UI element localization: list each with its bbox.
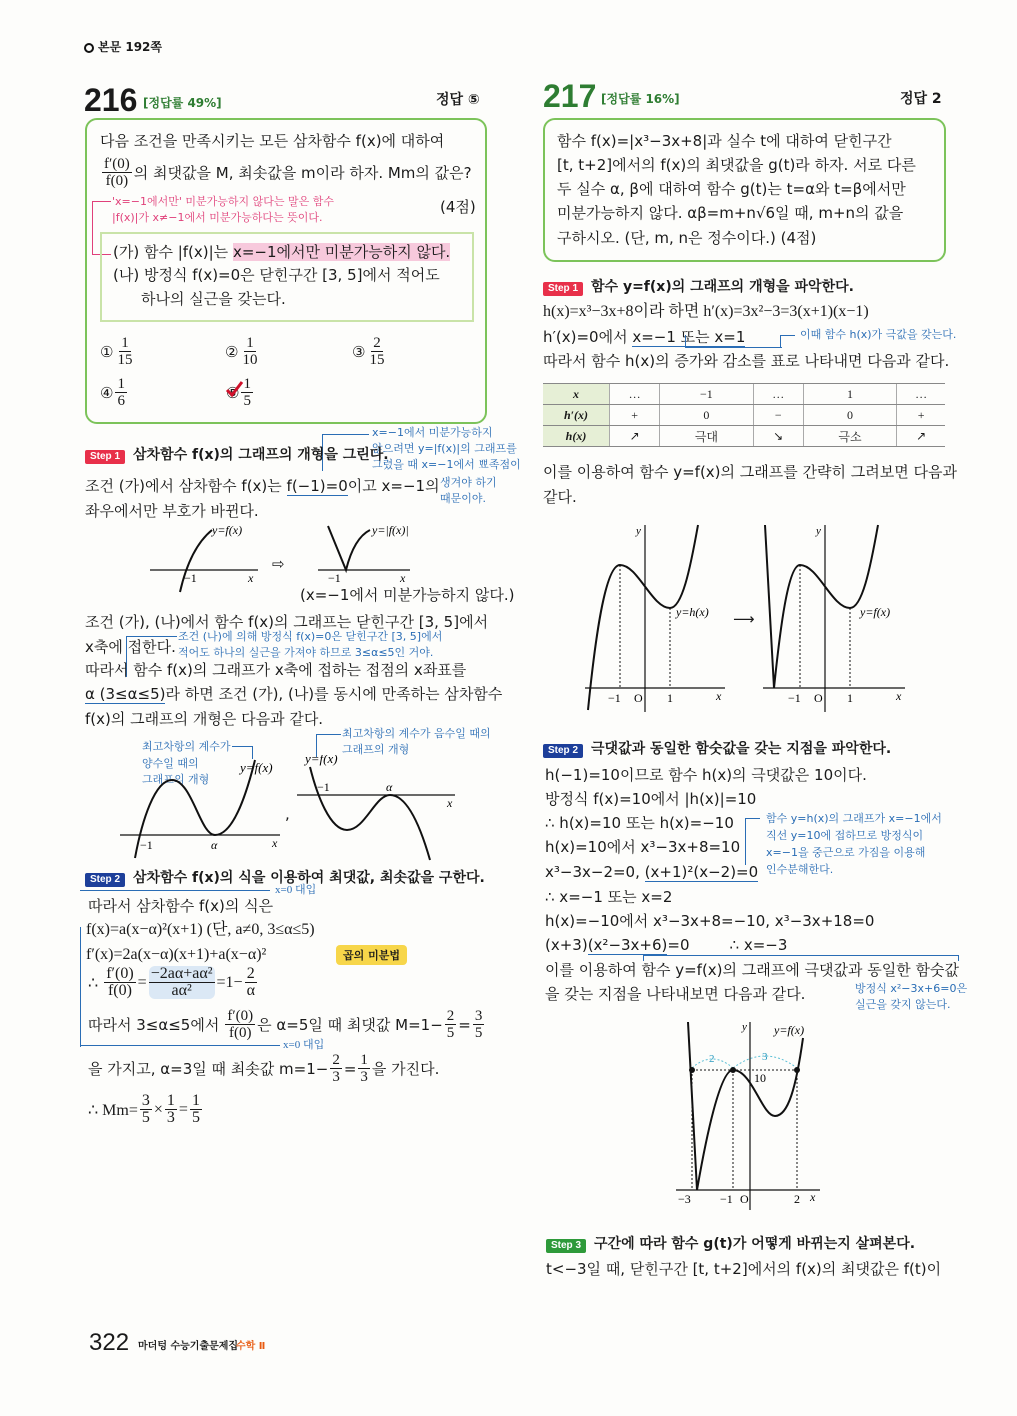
checkmark-icon [224,380,244,398]
formula-line: f(x)=a(x−α)²(x+1) (단, a≠0, 3≤α≤5) [86,921,315,938]
intersection-point [730,1067,736,1073]
formula-line [88,966,259,999]
fraction [149,966,215,999]
tick-label: −1 [608,691,621,705]
solution-line: 따라서 함수 f(x)의 그래프가 x축에 접하는 접점의 x좌표를 [85,661,467,679]
annotation-note: 실근을 갖지 않는다. [855,998,951,1011]
solution-line: f(x)의 그래프의 개형은 다음과 같다. [85,710,324,728]
tick-label: 1 [667,691,673,705]
text: 조건 (가)에서 삼차함수 f(x)는 [85,477,287,495]
curve-label: y=f(x) [305,755,338,766]
denominator: 3 [332,1069,340,1085]
table-cell: − [753,405,803,426]
annotation-note: x=−1을 중근으로 가짐을 이용해 [766,846,926,859]
fraction [165,1093,177,1126]
curve-label: y=f(x) [860,605,891,619]
solution-line: 을 갖는 지점을 나타내보면 다음과 같다. [545,985,806,1003]
therefore-symbol: ∴ [88,974,99,992]
subject-label: 수학 Ⅱ [236,1341,266,1352]
choice-4[interactable] [100,376,129,409]
choice-1[interactable] [100,335,136,368]
tick-label: 2 [794,1192,800,1206]
text: 을 가진다. [371,1060,440,1078]
axis-label: x [447,796,453,810]
condition-b: (나) 방정식 f(x)=0은 닫힌구간 [3, 5]에서 적어도 [113,266,440,284]
graph-h [580,520,730,715]
table-row [543,426,945,447]
denominator: 5 [191,1109,200,1126]
text: (x+3) [545,936,588,954]
table-row [543,405,945,426]
numerator: 2 [446,1008,455,1024]
curve-label: y=f(x) [212,523,243,537]
tick-label: 1 [847,691,853,705]
numerator: 1 [117,376,125,392]
origin-label: O [634,691,643,705]
underlined-text: α (3≤α≤5) [85,685,166,703]
formula-line: f′(x)=2a(x−α)(x+1)+a(x−α)² [86,946,267,963]
choice-mark-text: ⑤ [226,383,240,402]
solution-line [88,1008,486,1041]
choice-5[interactable] [226,376,255,409]
text: ∴ x=−3 [729,936,788,954]
fraction [115,376,127,409]
condition-text: (가) 함수 |f(x)|는 [113,243,233,261]
question-line: 함수 f(x)=|x³−3x+8|과 실수 t에 대하여 닫힌구간 [557,132,892,150]
solution-line: x축에 접한다. [85,638,176,656]
denominator: f(0) [105,173,129,189]
separator: , [285,805,290,823]
annotation-note: 함수 y=h(x)의 그래프가 x=−1에서 [766,812,942,825]
table-cell: ↗ [610,426,660,447]
solution-line [545,863,758,881]
width-label: 3 [762,1051,768,1063]
annotation-note: 않으려면 y=|f(x)|의 그래프를 [372,442,517,455]
highlighted-text: x=−1에서만 미분가능하지 않다. [232,243,451,261]
annotation-arrow [745,818,760,865]
fraction [330,1052,342,1085]
table-header-cell: h(x) [543,426,610,447]
graph-caption: (x=−1에서 미분가능하지 않다.) [300,586,515,604]
solution-line: 따라서 삼차함수 f(x)의 식은 [88,897,274,915]
text: =0 [667,936,690,954]
table-cell: 0 [660,405,753,426]
table-cell: 0 [803,405,896,426]
solution-line: 따라서 함수 h(x)의 증가와 감소를 표로 나타내면 다음과 같다. [543,352,950,370]
table-cell: ↘ [753,426,803,447]
solution-line [85,685,502,703]
axis-label: x [896,689,902,703]
annotation-arrow [80,890,270,891]
transform-arrow-icon: ⟶ [733,610,755,628]
table-cell: 극소 [803,426,896,447]
curve [688,1022,803,1190]
equals: = [343,1059,357,1078]
step-badge: Step 2 [85,873,125,887]
equals: = [178,1100,188,1118]
choice-mark: ④ [100,383,114,402]
fraction [358,1052,370,1085]
condition-a [113,243,450,261]
step-heading [543,740,891,758]
denominator: 3 [166,1109,175,1126]
tick-label: α [211,838,218,852]
width-label: 2 [709,1053,715,1065]
fraction [473,1008,485,1041]
question-line: 미분가능하지 않다. αβ=m+n√6일 때, m+n의 값을 [557,204,904,222]
text: x³−3x−2=0, [545,863,645,881]
fraction [102,156,132,189]
intersection-point [689,1067,695,1073]
problem-number: 216 [84,82,138,118]
numerator: 1 [121,335,129,351]
product-rule-badge: 곱의 미분법 [336,945,407,965]
table-cell: 극대 [660,426,753,447]
denominator: 15 [369,352,385,368]
text: 을 가지고, α=3일 때 최솟값 m=1− [88,1060,329,1078]
table-header-cell: h′(x) [543,405,610,426]
fraction [140,1093,152,1126]
annotation-note: 양수일 때의 [142,757,199,770]
axis-label: x [248,571,254,585]
denominator: 15 [117,352,133,368]
page-reference [84,38,162,56]
formula-line: h(x)=x³−3x+8이라 하면 h′(x)=3x²−3=3(x+1)(x−1) [543,303,869,320]
numerator: f′(0) [106,965,134,982]
solution-line [545,936,787,954]
annotation-note: 'x=−1에서만' 미분가능하지 않다는 말은 함수 [112,195,334,208]
denominator: α [246,982,255,999]
choice-mark: ③ [352,342,366,361]
step-badge: Step 1 [85,450,125,464]
table-cell: −1 [660,384,753,405]
axis-label: y [816,525,821,537]
annotation-note: 그래프의 개형 [142,773,210,786]
solution-line: 조건 (가), (나)에서 함수 f(x)의 그래프는 닫힌구간 [3, 5]에서 [85,613,489,631]
numerator: 1 [246,335,254,351]
answer-label: 정답 ⑤ [436,92,480,108]
solution-line: 좌우에서만 부호가 바뀐다. [85,502,259,520]
step-title: 구간에 따라 함수 g(t)가 어떻게 바뀌는지 살펴본다. [594,1236,916,1252]
variation-table [543,383,945,447]
annotation-note: 이때 함수 h(x)가 극값을 갖는다. [800,328,957,341]
equals: = [137,973,147,991]
annotation-note: 그래프의 개형 [342,743,410,756]
table-cell: … [753,384,803,405]
annotation-arrow [80,1045,280,1046]
tick-label: −1 [720,1192,733,1206]
table-cell: 1 [803,384,896,405]
graph-f-level-10 [670,1018,830,1213]
annotation-note: 조건 (나)에 의해 방정식 f(x)=0은 닫힌구간 [3, 5]에서 [178,630,443,643]
curve-label: y=h(x) [676,605,709,619]
times: × [153,1100,163,1118]
tick-label: −1 [317,780,330,794]
step-heading [85,446,389,464]
annotation-note: 직선 y=10에 접하므로 방정식이 [766,829,924,842]
numerator: 2 [246,965,255,982]
numerator: 1 [191,1092,200,1109]
condition-b: 하나의 실근을 갖는다. [141,290,286,308]
denominator: 5 [446,1025,455,1041]
denominator: 5 [474,1025,483,1041]
denominator: 5 [141,1109,150,1126]
problem-number: 217 [543,78,597,114]
choice-3[interactable] [352,335,388,368]
fraction [115,335,134,368]
table-cell: ↗ [897,426,945,447]
numerator: 3 [141,1092,150,1109]
tick-label: α [386,780,393,794]
text: ∴ Mm= [88,1101,138,1119]
denominator: f(0) [107,982,132,999]
solution-line: 같다. [543,488,577,506]
step-title: 삼차함수 f(x)의 그래프의 개형을 그린다. [133,447,389,463]
fraction [240,335,259,368]
bracket-line [80,927,87,1047]
numerator: 2 [332,1052,340,1068]
book-title: 마더텅 수능기출문제집 [138,1341,239,1352]
annotation-note: 생겨야 하기 [440,476,497,489]
solution-line: t<−3일 때, 닫힌구간 [t, t+2]에서의 f(x)의 최댓값은 f(t)이 [546,1260,942,1278]
annotation-arrow [316,734,341,757]
tick-label: −1 [184,571,197,585]
table-cell: + [897,405,945,426]
denominator: 6 [117,393,125,409]
text: h′(x)=0에서 [543,328,633,346]
annotation-note: x=0 대입 [275,884,317,896]
denominator: aα² [171,982,192,999]
annotation-note: |f(x)|가 x≠−1에서 미분가능하다는 뜻이다. [112,211,323,224]
fraction [245,966,257,999]
step-title: 극댓값과 동일한 함숫값을 갖는 지점을 파악한다. [591,741,892,757]
solution-line: 이를 이용하여 함수 y=f(x)의 그래프에 극댓값과 동일한 함숫값 [545,961,959,979]
fraction [104,966,135,999]
answer-label: 정답 2 [900,91,942,107]
solution-line: ∴ h(x)=10 또는 h(x)=−10 [545,814,734,832]
equals: = [458,1015,471,1034]
question-text: 의 최댓값을 M, 최솟값을 m이라 하자. Mm의 값은? [133,164,472,182]
tick-label: −3 [678,1192,691,1206]
tick-label: −1 [140,838,153,852]
axis-label: x [810,1190,816,1204]
numerator: f′(0) [104,156,130,172]
equals: =1− [216,973,243,991]
curve [135,760,255,858]
solution-line: h(x)=−10에서 x³−3x+8=−10, x³−3x+18=0 [545,912,875,930]
axis-label: y [636,525,641,537]
curve-label: y=f(x) [240,760,273,775]
axis-label: x [716,689,722,703]
page-ref-text: 본문 192쪽 [98,40,163,54]
solution-line [85,477,440,495]
solution-line: 방정식 f(x)=10에서 |h(x)|=10 [545,790,757,808]
axis-label: x [400,571,406,585]
annotation-arrow [780,335,795,348]
solution-line: h(−1)=10이므로 함수 h(x)의 극댓값은 10이다. [545,766,867,784]
graph-f-near-minus1 [140,518,270,593]
curve-label: y=f(x) [774,1023,805,1037]
question-line: [t, t+2]에서의 f(x)의 최댓값을 g(t)라 하자. 서로 다른 [557,156,916,174]
choice-mark [226,384,239,402]
solution-line [88,1052,439,1085]
denominator: 3 [360,1069,368,1085]
axis-label: y [742,1021,747,1033]
text: 따라서 3≤α≤5에서 [88,1016,220,1034]
solution-line: ∴ x=−1 또는 x=2 [545,888,673,906]
numerator: f′(0) [227,1008,254,1024]
solution-line: 이를 이용하여 함수 y=f(x)의 그래프를 간략히 그려보면 다음과 [543,463,957,481]
curve-label: y=|f(x)| [372,523,409,537]
step-heading [543,278,854,296]
curve [328,526,370,570]
points-label: (4점) [440,198,476,216]
numerator: 3 [474,1008,483,1024]
correct-rate: [정답률 49%] [143,96,222,110]
underlined-text: (x²−3x+6) [587,936,668,954]
question-line [100,156,472,189]
question-line: 다음 조건을 만족시키는 모든 삼차함수 f(x)에 대하여 [100,132,445,150]
fraction [445,1008,457,1041]
tick-label: −1 [328,571,341,585]
denominator: 10 [242,352,258,368]
step-heading [546,1235,915,1253]
value-label: 10 [754,1071,766,1085]
step-badge: Step 1 [543,282,583,296]
graph-negative-leading [295,755,465,865]
text: 이고 x=−1의 [347,477,440,495]
text: 라 하면 조건 (가), (나)를 동시에 만족하는 삼차함수 [165,685,503,703]
annotation-note: 그렸을 때 x=−1에서 뾰족점이 [372,458,521,471]
annotation-note: 인수분해한다. [766,863,834,876]
step-badge: Step 2 [543,744,583,758]
numerator: 1 [243,376,251,392]
question-line: 구하시오. (단, m, n은 정수이다.) (4점) [557,229,817,247]
choice-2[interactable] [225,335,261,368]
circle-bullet-icon [84,43,94,53]
step-title: 함수 y=f(x)의 그래프의 개형을 파악한다. [591,279,854,295]
annotation-note: 적어도 하나의 실근을 가져야 하므로 3≤α≤5인 거야. [178,646,434,659]
underlined-text: f(−1)=0 [286,477,348,495]
graph-abs-f [310,518,440,593]
table-cell: … [610,384,660,405]
axis-label: x [272,836,278,850]
tick-label: −1 [788,691,801,705]
text: 은 α=5일 때 최댓값 M=1− [257,1016,443,1034]
fraction [225,1008,255,1041]
annotation-note: 방정식 x²−3x+6=0은 [855,982,968,995]
step-badge: Step 3 [546,1239,586,1253]
annotation-note: 최고차항의 계수가 음수일 때의 [342,727,491,740]
graph-positive-leading [110,750,290,860]
underlined-text: x=−1 또는 x=1 [632,328,746,346]
origin-label: O [814,691,823,705]
origin-label: O [740,1192,749,1206]
annotation-note: x=−1에서 미분가능하지 [372,426,493,439]
annotation-note: 최고차항의 계수가 [142,740,231,753]
page-number: 322 [89,1329,130,1356]
intersection-point [794,1067,800,1073]
numerator: 1 [360,1052,368,1068]
numerator: −2aα+aα² [150,965,213,982]
denominator: f(0) [228,1025,252,1041]
step-title: 삼차함수 f(x)의 식을 이용하여 최댓값, 최솟값을 구한다. [133,870,485,886]
table-cell: + [610,405,660,426]
choice-mark: ① [100,342,114,361]
correct-rate: [정답률 16%] [601,92,680,106]
graph-f-abs [760,520,910,715]
question-line: 두 실수 α, β에 대하여 함수 g(t)는 t=α와 t=β에서만 [557,180,906,198]
fraction [190,1093,202,1126]
fraction [367,335,386,368]
annotation-arrow [685,335,782,348]
table-header-cell: x [543,384,610,405]
numerator: 1 [166,1092,175,1109]
underlined-text: (x+1)²(x−2)=0 [644,863,759,881]
solution-line: h(x)=10에서 x³−3x+8=10 [545,838,741,856]
denominator: 5 [243,393,251,409]
table-cell: … [897,384,945,405]
choice-mark: ② [225,342,239,361]
table-row [543,384,945,405]
annotation-note: 때문이야. [440,492,487,505]
annotation-note: x=0 대입 [283,1039,325,1051]
implies-arrow-icon: ⇨ [272,555,285,573]
final-answer-line [88,1093,204,1126]
numerator: 2 [373,335,381,351]
